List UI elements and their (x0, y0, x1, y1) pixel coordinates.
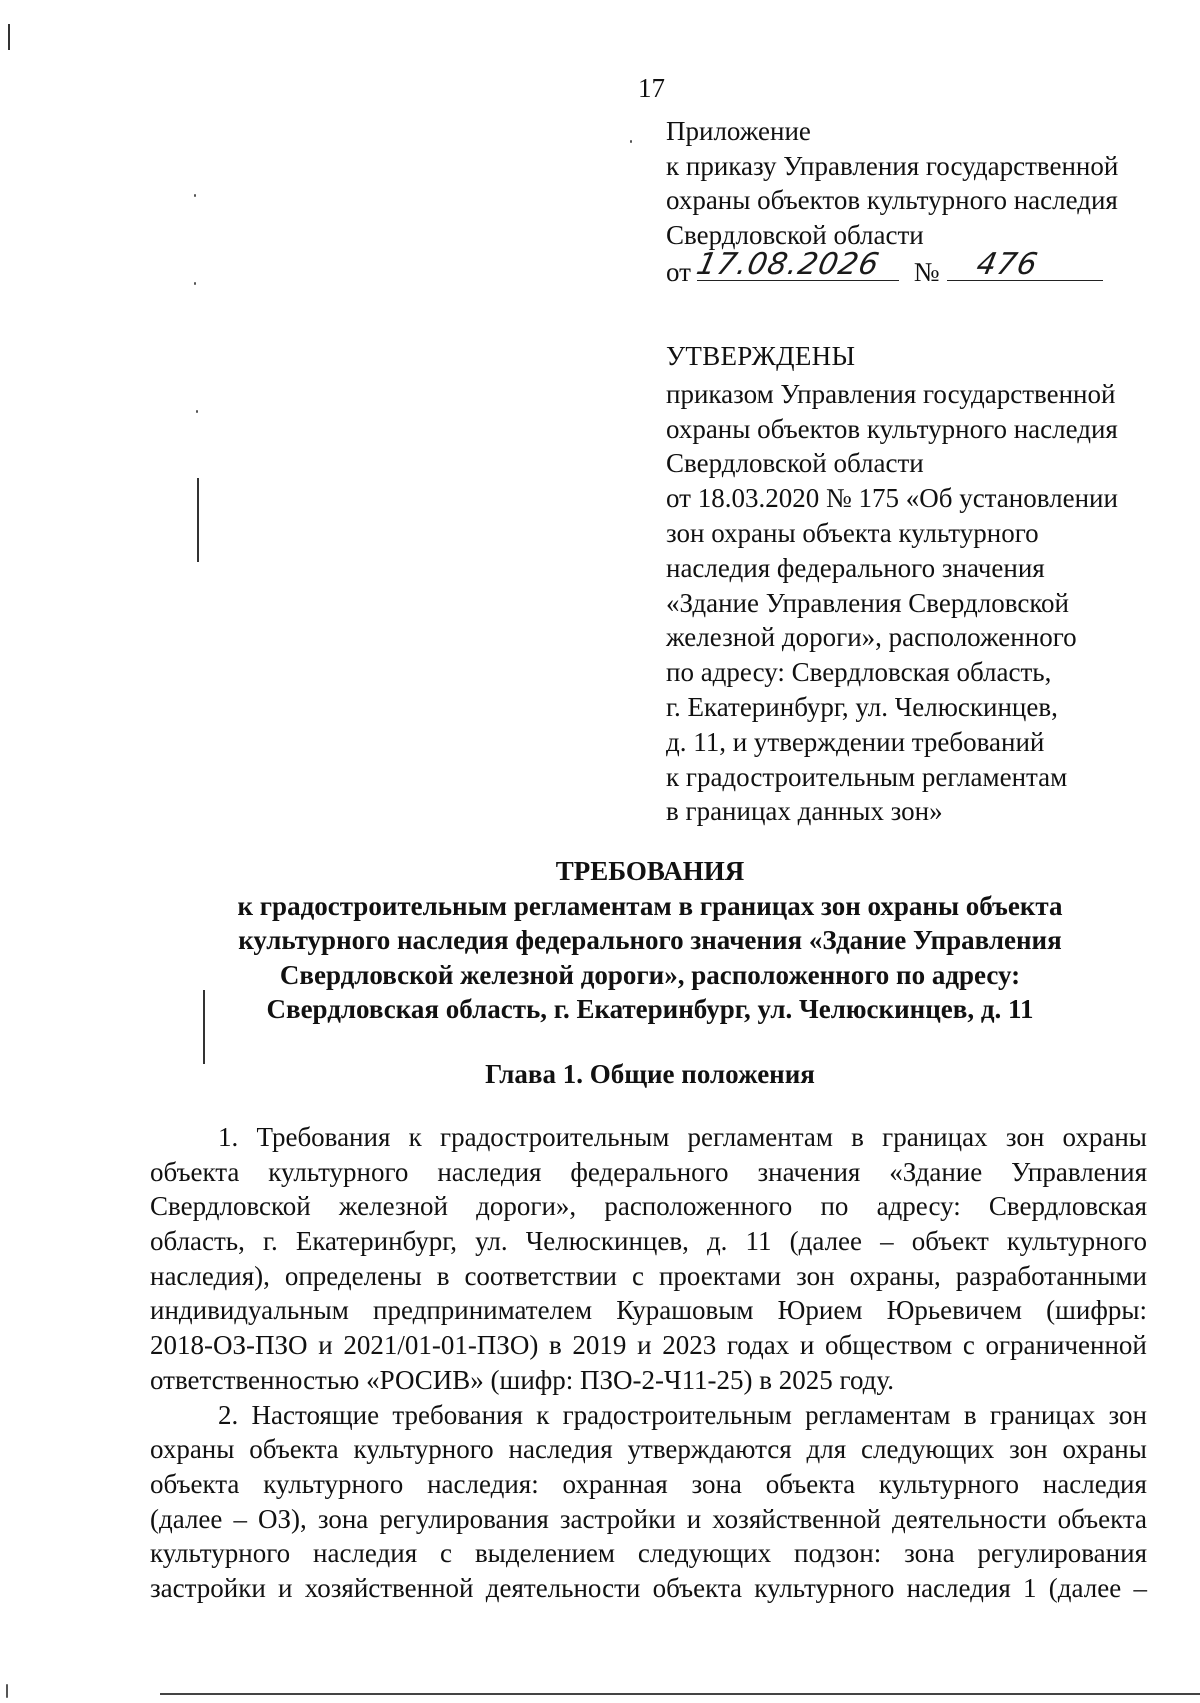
paragraph-line: (далее – ОЗ), зона регулирования застройки и хозяйственной деятельности объекта (150, 1503, 1147, 1534)
approved-heading: УТВЕРЖДЕНЫ (666, 341, 856, 371)
approved-line: от 18.03.2020 № 175 «Об установлении (666, 483, 1118, 514)
approved-line: Свердловской области (666, 448, 924, 479)
scan-dot (194, 194, 196, 197)
paragraph-line: индивидуальным предпринимателем Курашовым Юрием Юрьевичем (шифры: (150, 1295, 1147, 1326)
paragraph-line: Свердловской железной дороги», расположенного по адресу: Свердловская (150, 1191, 1147, 1222)
handwritten-date: 17.08.2026 (693, 246, 883, 282)
paragraph-line: объекта культурного наследия федерального значения «Здание Управления (150, 1156, 1147, 1187)
approved-line: зон охраны объекта культурного (666, 517, 1039, 548)
approved-line: наследия федерального значения (666, 552, 1045, 583)
paragraph-line: охраны объекта культурного наследия утверждаются для следующих зон охраны (150, 1434, 1147, 1465)
chapter-title: Глава 1. Общие положения (485, 1059, 815, 1089)
approved-line: г. Екатеринбург, ул. Челюскинцев, (666, 691, 1058, 722)
appendix-line: охраны объектов культурного наследия (666, 185, 1118, 215)
approved-line: д. 11, и утверждении требований (666, 726, 1045, 757)
paragraph-line: 2018-ОЗ-ПЗО и 2021/01-01-ПЗО) в 2019 и 2023 годах и обществом с ограниченной (150, 1330, 1147, 1361)
scan-bottom-rule (160, 1693, 1200, 1695)
number-field (947, 246, 1103, 282)
title-line: Свердловской железной дороги», расположенного по адресу: (279, 959, 1021, 990)
approved-line: приказом Управления государственной (666, 378, 1116, 409)
paragraph-line: культурного наследия с выделением следующих подзон: зона регулирования (150, 1538, 1147, 1569)
appendix-date-number-row (666, 246, 1186, 287)
body-text (150, 1120, 1147, 1606)
approved-line: в границах данных зон» (666, 796, 943, 827)
title-line: культурного наследия федерального значения «Здание Управления (238, 925, 1062, 955)
paragraph-line: объекта культурного наследия: охранная зона объекта культурного наследия (150, 1468, 1147, 1499)
paragraph-line: ответственностью «РОСИВ» (шифр: ПЗО-2-Ч11-25) в 2025 году. (150, 1364, 894, 1395)
approved-line: к градостроительным регламентам (666, 761, 1068, 792)
scan-margin-mark (197, 478, 199, 562)
document-title (150, 854, 1150, 1027)
paragraph-line: 1. Требования к градостроительным регламентам в границах зон охраны (218, 1122, 1147, 1152)
approved-line: охраны объектов культурного наследия (666, 413, 1118, 444)
title-heading: ТРЕБОВАНИЯ (555, 856, 745, 886)
handwritten-number: 476 (973, 246, 1042, 282)
paragraph-line: застройки и хозяйственной деятельности объекта культурного наследия 1 (далее – (150, 1572, 1147, 1603)
scan-dot (194, 282, 196, 285)
appendix-block (666, 114, 1186, 287)
appendix-line: Свердловской области (666, 219, 924, 250)
title-line: к градостроительным регламентам в границах зон охраны объекта (237, 890, 1063, 921)
approved-line: «Здание Управления Свердловской (666, 587, 1070, 618)
appendix-line: к приказу Управления государственной (666, 150, 1119, 181)
scan-margin-mark (203, 990, 205, 1064)
scan-dot (6, 1684, 8, 1698)
number-prefix: № (913, 257, 940, 287)
approved-line: по адресу: Свердловская область, (666, 657, 1052, 688)
appendix-line: Приложение (666, 116, 811, 146)
approved-line: железной дороги», расположенного (666, 622, 1077, 653)
paragraph-line: наследия), определены в соответствии с проектами зон охраны, разработанными (150, 1260, 1147, 1291)
approved-block (666, 339, 1186, 829)
paragraph-line: область, г. Екатеринбург, ул. Челюскинцев, д. 11 (далее – объект культурного (150, 1226, 1147, 1257)
paragraph-line: 2. Настоящие требования к градостроительным регламентам в границах зон (218, 1399, 1147, 1430)
date-field (693, 246, 899, 282)
scan-dot (630, 140, 632, 143)
page-number: 17 (638, 73, 665, 103)
title-line: Свердловская область, г. Екатеринбург, ул. Челюскинцев, д. 11 (266, 994, 1034, 1024)
scan-dot (196, 410, 198, 413)
scan-margin-mark (8, 24, 10, 50)
date-prefix: от (666, 257, 691, 287)
